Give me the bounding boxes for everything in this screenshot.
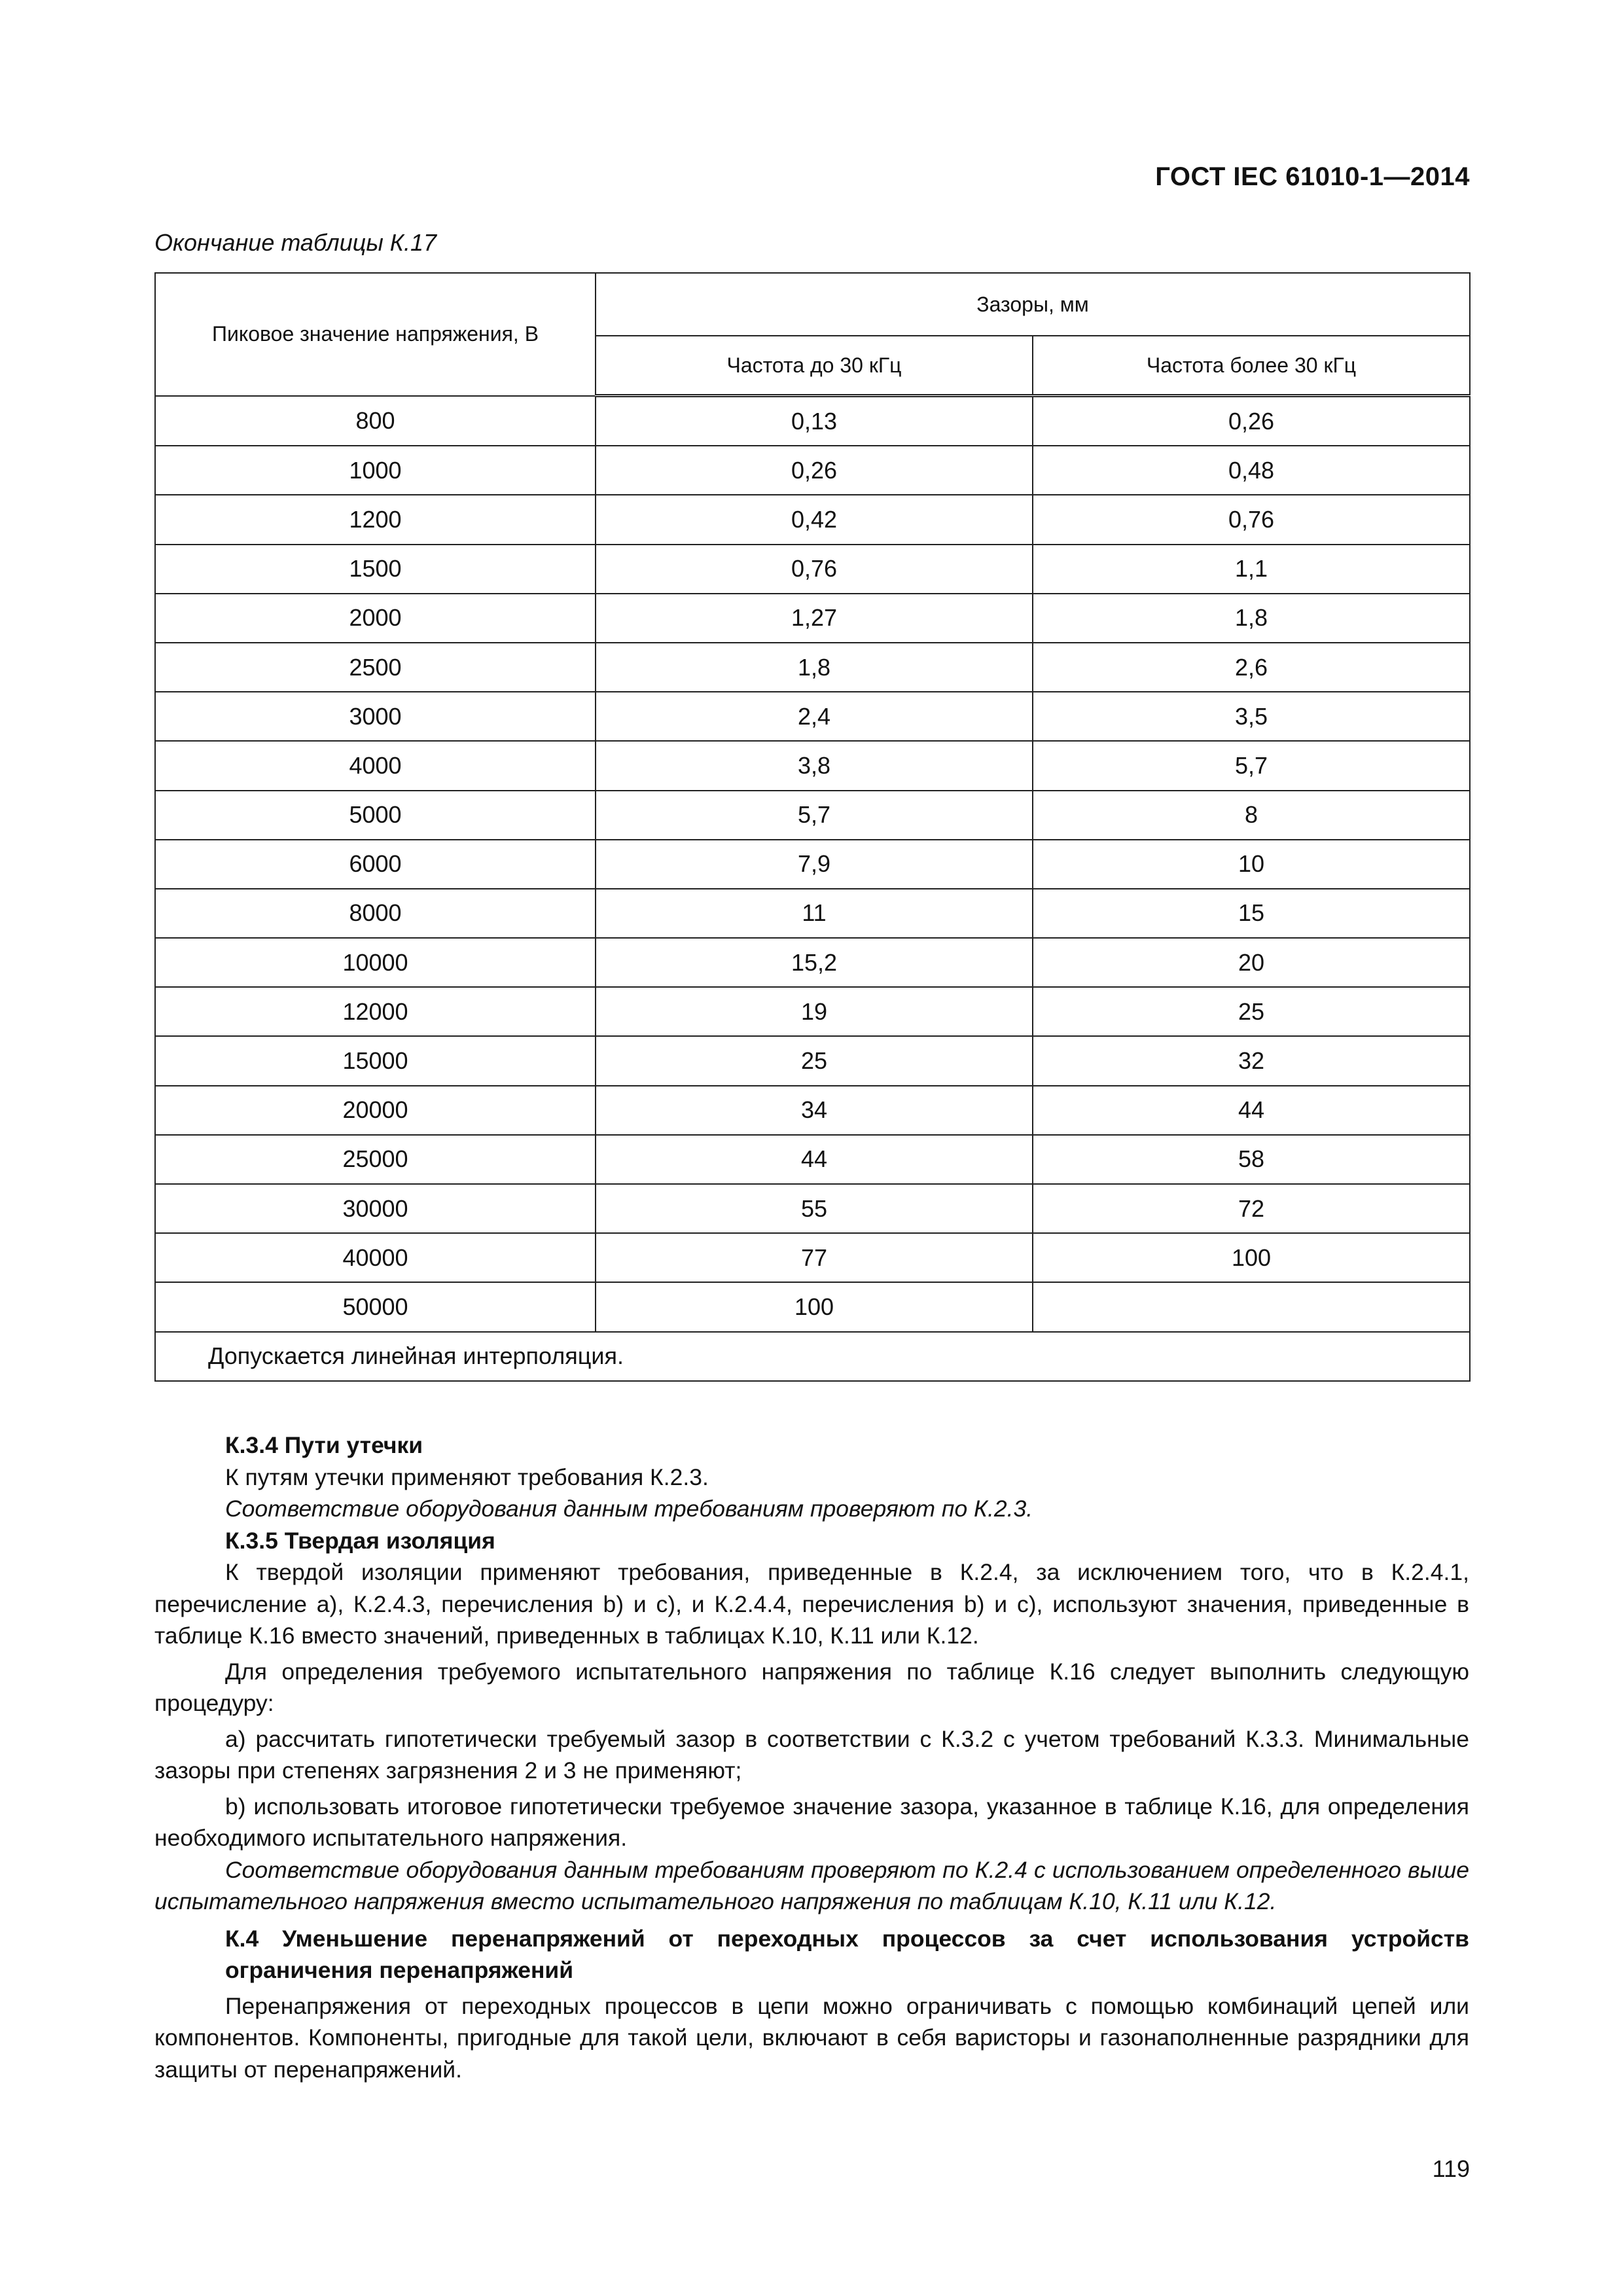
cell-clearance-low-freq: 34 bbox=[596, 1086, 1033, 1135]
cell-clearance-high-freq: 20 bbox=[1033, 938, 1470, 987]
body-text bbox=[154, 1429, 1469, 2085]
table-row bbox=[155, 643, 1470, 692]
cell-clearance-high-freq: 10 bbox=[1033, 840, 1470, 889]
cell-peak-voltage: 4000 bbox=[155, 741, 596, 790]
table-row bbox=[155, 545, 1470, 594]
header-freq-high: Частота более 30 кГц bbox=[1033, 336, 1470, 396]
cell-clearance-high-freq: 8 bbox=[1033, 791, 1470, 840]
table-row bbox=[155, 1036, 1470, 1085]
table-row bbox=[155, 889, 1470, 938]
cell-clearance-low-freq: 0,76 bbox=[596, 545, 1033, 594]
cell-peak-voltage: 6000 bbox=[155, 840, 596, 889]
cell-peak-voltage: 3000 bbox=[155, 692, 596, 741]
cell-peak-voltage: 2000 bbox=[155, 594, 596, 643]
cell-clearance-high-freq: 100 bbox=[1033, 1233, 1470, 1282]
header-freq-low: Частота до 30 кГц bbox=[596, 336, 1033, 396]
section-k34-paragraph: К путям утечки применяют требования К.2.3. bbox=[225, 1463, 709, 1490]
table-row bbox=[155, 446, 1470, 495]
section-k34-title: К.3.4 Пути утечки bbox=[225, 1432, 423, 1458]
cell-clearance-low-freq: 11 bbox=[596, 889, 1033, 938]
cell-clearance-high-freq: 5,7 bbox=[1033, 741, 1470, 790]
table-row bbox=[155, 791, 1470, 840]
table-row bbox=[155, 1282, 1470, 1331]
cell-peak-voltage: 30000 bbox=[155, 1184, 596, 1233]
cell-peak-voltage: 8000 bbox=[155, 889, 596, 938]
table-row bbox=[155, 1184, 1470, 1233]
cell-clearance-low-freq: 15,2 bbox=[596, 938, 1033, 987]
cell-clearance-low-freq: 55 bbox=[596, 1184, 1033, 1233]
cell-clearance-high-freq: 1,1 bbox=[1033, 545, 1470, 594]
cell-clearance-high-freq: 0,76 bbox=[1033, 495, 1470, 544]
table-row bbox=[155, 1135, 1470, 1184]
cell-peak-voltage: 25000 bbox=[155, 1135, 596, 1184]
table-row bbox=[155, 1086, 1470, 1135]
cell-peak-voltage: 1500 bbox=[155, 545, 596, 594]
cell-clearance-high-freq: 32 bbox=[1033, 1036, 1470, 1085]
cell-peak-voltage: 5000 bbox=[155, 791, 596, 840]
cell-clearance-low-freq: 100 bbox=[596, 1282, 1033, 1331]
table-row bbox=[155, 987, 1470, 1036]
cell-clearance-high-freq: 3,5 bbox=[1033, 692, 1470, 741]
cell-peak-voltage: 15000 bbox=[155, 1036, 596, 1085]
cell-clearance-high-freq: 72 bbox=[1033, 1184, 1470, 1233]
cell-clearance-high-freq: 44 bbox=[1033, 1086, 1470, 1135]
cell-clearance-high-freq: 25 bbox=[1033, 987, 1470, 1036]
table-body bbox=[155, 396, 1470, 1332]
cell-peak-voltage: 20000 bbox=[155, 1086, 596, 1135]
cell-clearance-low-freq: 1,27 bbox=[596, 594, 1033, 643]
section-k35-title: К.3.5 Твердая изоляция bbox=[225, 1527, 495, 1554]
document-code: ГОСТ IEC 61010-1—2014 bbox=[1155, 162, 1470, 191]
cell-peak-voltage: 12000 bbox=[155, 987, 596, 1036]
cell-clearance-high-freq: 15 bbox=[1033, 889, 1470, 938]
section-k4-title: К.4 Уменьшение перенапряжений от переходных процессов за счет использования устройств ограничения перенапряжений bbox=[225, 1925, 1469, 1983]
clearance-table bbox=[154, 272, 1471, 1382]
cell-peak-voltage: 10000 bbox=[155, 938, 596, 987]
cell-clearance-low-freq: 2,4 bbox=[596, 692, 1033, 741]
table-row bbox=[155, 938, 1470, 987]
section-k35-compliance: Соответствие оборудования данным требованиям проверяют по К.2.4 с использованием определенного выше испытательного напряжения вместо испытательного напряжения по таблицам К.10, К.11 или К.12. bbox=[154, 1856, 1469, 1914]
cell-clearance-low-freq: 7,9 bbox=[596, 840, 1033, 889]
cell-peak-voltage: 800 bbox=[155, 396, 596, 446]
table-row bbox=[155, 594, 1470, 643]
table-row bbox=[155, 840, 1470, 889]
section-k35-paragraph: К твердой изоляции применяют требования, приведенные в К.2.4, за исключением того, что в К.2.4.1, перечисление a), К.2.4.3, перечисления b) и c), и К.2.4.4, перечисления b) и c), используют значения, приведенные в таблице К.16 вместо значений, приведенных в таблицах К.10, К.11 или К.12. bbox=[154, 1559, 1469, 1649]
table-note: Допускается линейная интерполяция. bbox=[155, 1332, 1470, 1381]
table-row bbox=[155, 692, 1470, 741]
cell-peak-voltage: 1000 bbox=[155, 446, 596, 495]
section-k34-compliance: Соответствие оборудования данным требованиям проверяют по К.2.3. bbox=[225, 1496, 1033, 1522]
header-clearances: Зазоры, мм bbox=[596, 273, 1470, 336]
cell-clearance-low-freq: 3,8 bbox=[596, 741, 1033, 790]
cell-clearance-low-freq: 19 bbox=[596, 987, 1033, 1036]
cell-clearance-high-freq: 0,48 bbox=[1033, 446, 1470, 495]
table-row bbox=[155, 396, 1470, 446]
cell-peak-voltage: 50000 bbox=[155, 1282, 596, 1331]
cell-peak-voltage: 2500 bbox=[155, 643, 596, 692]
table-caption: Окончание таблицы К.17 bbox=[154, 229, 437, 256]
cell-clearance-low-freq: 0,42 bbox=[596, 495, 1033, 544]
cell-clearance-low-freq: 5,7 bbox=[596, 791, 1033, 840]
section-k35-item-b: b) использовать итоговое гипотетически требуемое значение зазора, указанное в таблице К.16, для определения необходимого испытательного напряжения. bbox=[154, 1793, 1469, 1851]
cell-clearance-low-freq: 0,26 bbox=[596, 446, 1033, 495]
section-k35-item-a: a) рассчитать гипотетически требуемый зазор в соответствии с К.3.2 с учетом требований К.3.3. Минимальные зазоры при степенях загрязнения 2 и 3 не применяют; bbox=[154, 1725, 1469, 1784]
cell-peak-voltage: 40000 bbox=[155, 1233, 596, 1282]
cell-clearance-high-freq: 0,26 bbox=[1033, 396, 1470, 446]
cell-peak-voltage: 1200 bbox=[155, 495, 596, 544]
section-k4-paragraph: Перенапряжения от переходных процессов в цепи можно ограничивать с помощью комбинаций цепей или компонентов. Компоненты, пригодные для такой цели, включают в себя варисторы и газонаполненные разрядники для защиты от перенапряжений. bbox=[154, 1992, 1469, 2083]
table-row bbox=[155, 741, 1470, 790]
cell-clearance-high-freq: 58 bbox=[1033, 1135, 1470, 1184]
cell-clearance-low-freq: 77 bbox=[596, 1233, 1033, 1282]
table-row bbox=[155, 1233, 1470, 1282]
cell-clearance-low-freq: 1,8 bbox=[596, 643, 1033, 692]
cell-clearance-low-freq: 0,13 bbox=[596, 396, 1033, 446]
header-peak-voltage: Пиковое значение напряжения, В bbox=[155, 273, 596, 396]
page-number: 119 bbox=[1432, 2155, 1470, 2182]
cell-clearance-high-freq bbox=[1033, 1282, 1470, 1331]
section-k35-procedure: Для определения требуемого испытательного напряжения по таблице К.16 следует выполнить следующую процедуру: bbox=[154, 1658, 1469, 1716]
cell-clearance-high-freq: 2,6 bbox=[1033, 643, 1470, 692]
cell-clearance-low-freq: 44 bbox=[596, 1135, 1033, 1184]
cell-clearance-low-freq: 25 bbox=[596, 1036, 1033, 1085]
table-row bbox=[155, 495, 1470, 544]
cell-clearance-high-freq: 1,8 bbox=[1033, 594, 1470, 643]
